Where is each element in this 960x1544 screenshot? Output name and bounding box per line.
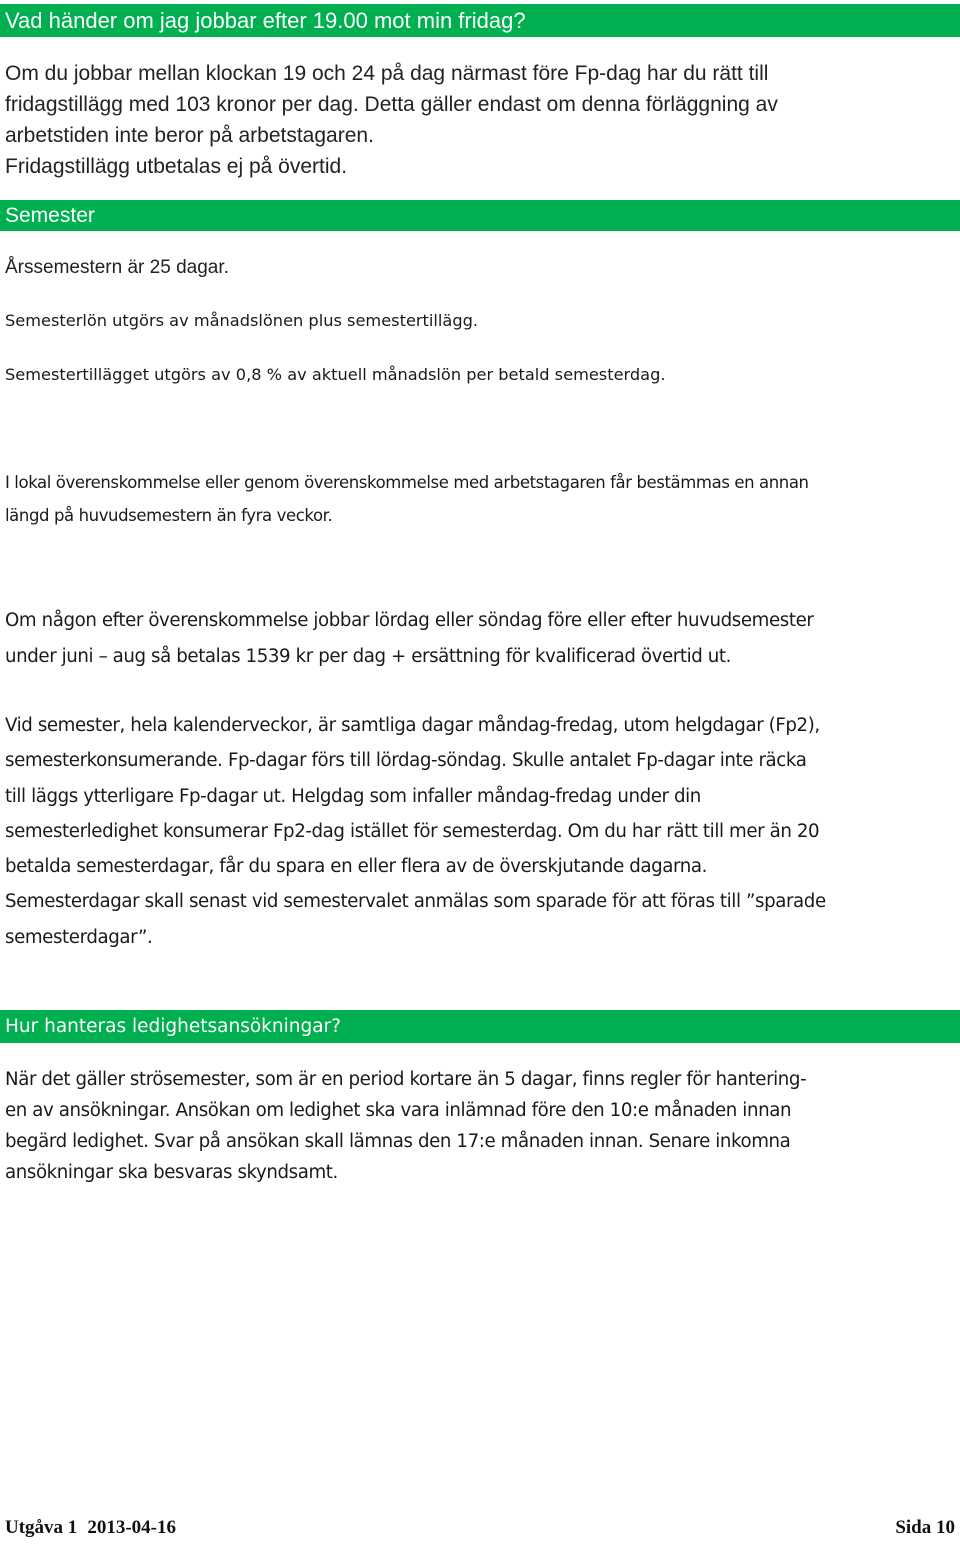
- text-line: längd på huvudsemestern än fyra veckor.: [5, 506, 333, 525]
- text-line: Semesterdagar skall senast vid semestervalet anmälas som sparade för att föras till ”sparade: [5, 891, 826, 913]
- holiday-supplement-text: Semestertillägget utgörs av 0,8 % av aktuell månadslön per betald semesterdag.: [5, 365, 666, 384]
- section-heading-leave-applications: Hur hanteras ledighetsansökningar?: [0, 1010, 960, 1043]
- text-line: semesterledighet konsumerar Fp2-dag istället för semesterdag. Om du har rätt till mer än 20: [5, 820, 820, 842]
- text-line: begärd ledighet. Svar på ansökan skall lämnas den 17:e månaden innan. Senare inkomna: [5, 1131, 791, 1152]
- text-line: semesterdagar”.: [5, 926, 153, 948]
- page-number: Sida 10: [895, 1517, 955, 1538]
- text-line: Fridagstillägg utbetalas ej på övertid.: [5, 155, 348, 178]
- text-line: När det gäller strösemester, som är en period kortare än 5 dagar, finns regler för hantering-: [5, 1069, 807, 1090]
- fridag-paragraph: [5, 58, 957, 182]
- text-line: Vid semester, hela kalenderveckor, är samtliga dagar måndag-fredag, utom helgdagar (Fp2),: [5, 715, 820, 736]
- vacation-weeks-paragraph: [5, 708, 957, 955]
- leave-applications-paragraph: [5, 1064, 957, 1188]
- text-line: semesterkonsumerande. Fp-dagar förs till lördag-söndag. Skulle antalet Fp-dagar inte räcka: [5, 750, 807, 772]
- edition-date: 2013-04-16: [87, 1517, 176, 1538]
- local-agreement-paragraph: [5, 466, 957, 532]
- text-line: ansökningar ska besvaras skyndsamt.: [5, 1162, 338, 1183]
- text-line: under juni – aug så betalas 1539 kr per dag + ersättning för kvalificerad övertid ut.: [5, 646, 732, 667]
- annual-leave-text: Årssemestern är 25 dagar.: [5, 257, 229, 278]
- text-line: fridagstillägg med 103 kronor per dag. Detta gäller endast om denna förläggning av: [5, 93, 778, 116]
- text-line: till läggs ytterligare Fp-dagar ut. Helgdag som infaller måndag-fredag under din: [5, 785, 701, 807]
- page-footer-edition: [5, 1516, 176, 1540]
- text-line: betalda semesterdagar, får du spara en eller flera av de överskjutande dagarna.: [5, 856, 708, 878]
- weekend-work-paragraph: [5, 603, 957, 675]
- edition-label: Utgåva 1: [5, 1517, 78, 1538]
- text-line: Om du jobbar mellan klockan 19 och 24 på dag närmast före Fp-dag har du rätt till: [5, 62, 769, 85]
- text-line: I lokal överenskommelse eller genom överenskommelse med arbetstagaren får bestämmas en annan: [5, 473, 809, 492]
- holiday-pay-text: Semesterlön utgörs av månadslönen plus semestertillägg.: [5, 311, 479, 330]
- section-heading-semester: Semester: [0, 200, 960, 231]
- section-heading-fridag: Vad händer om jag jobbar efter 19.00 mot min fridag?: [0, 4, 960, 37]
- text-line: en av ansökningar. Ansökan om ledighet ska vara inlämnad före den 10:e månaden innan: [5, 1100, 792, 1121]
- text-line: arbetstiden inte beror på arbetstagaren.: [5, 124, 374, 147]
- text-line: Om någon efter överenskommelse jobbar lördag eller söndag före eller efter huvudsemester: [5, 610, 814, 631]
